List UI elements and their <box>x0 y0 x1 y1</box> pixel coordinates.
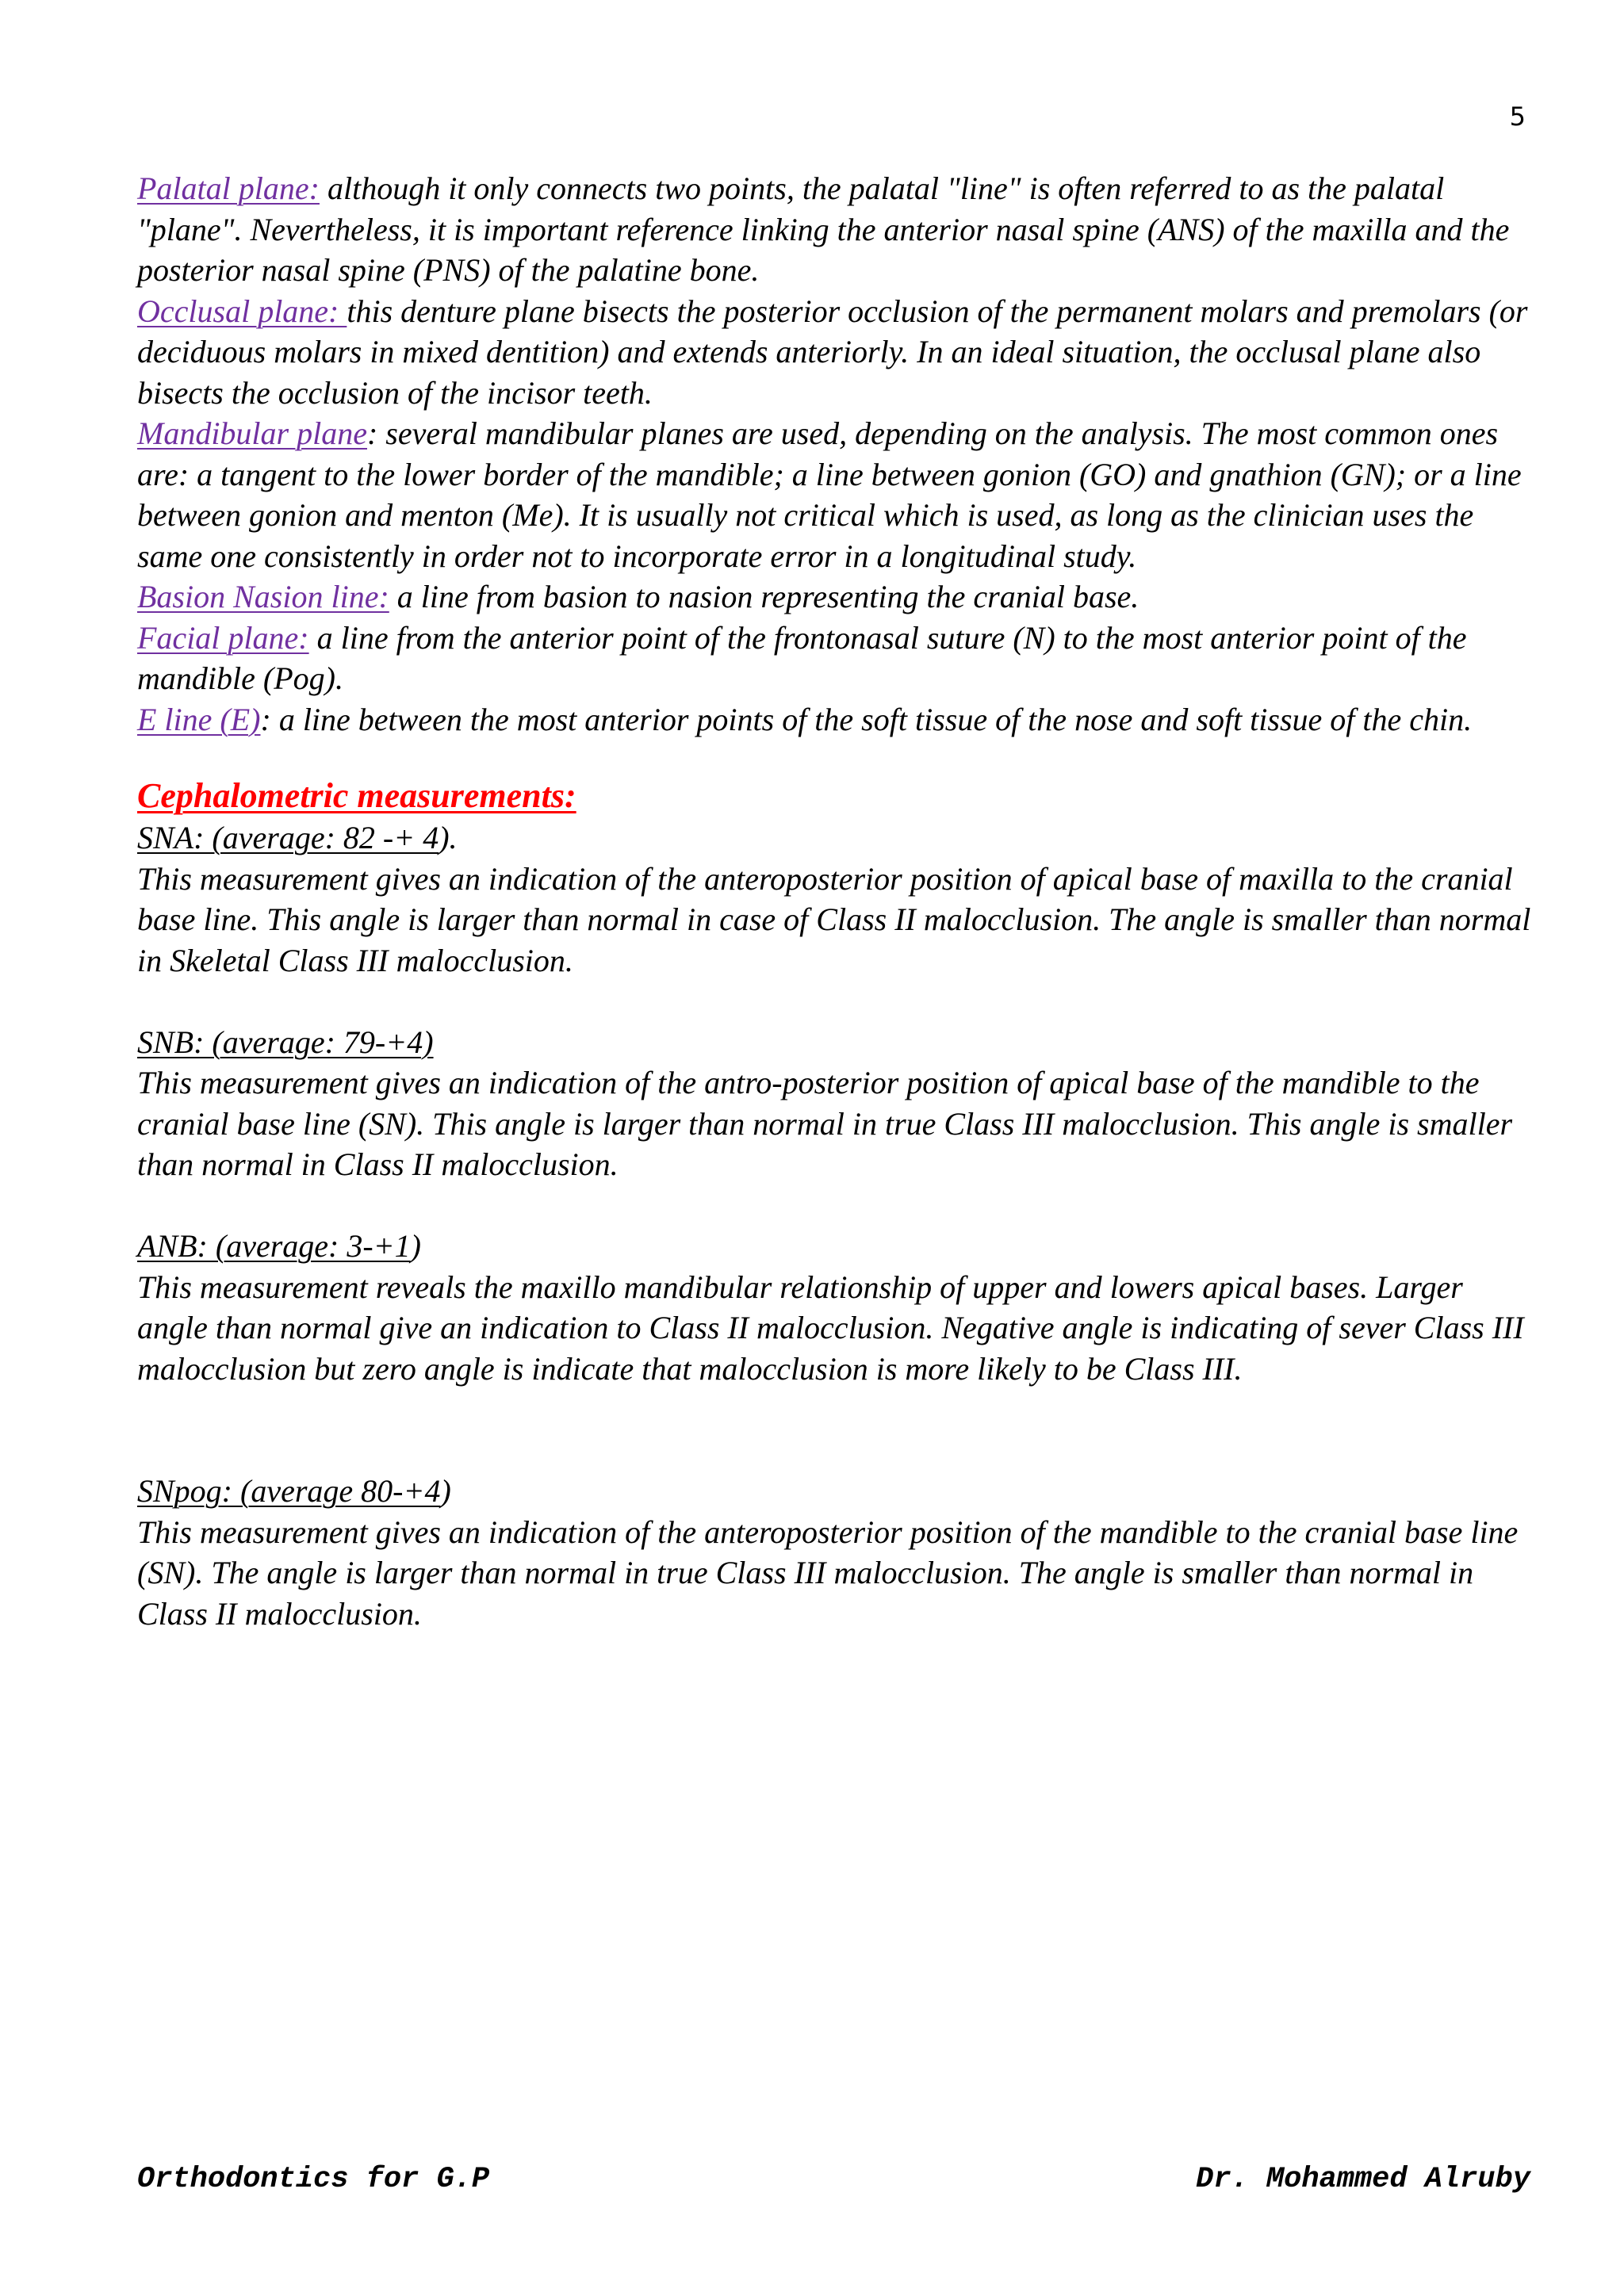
footer-book-title: Orthodontics for G.P <box>137 2163 490 2196</box>
definition-text: a line from basion to nasion representing the cranial base. <box>389 579 1139 614</box>
definition-term: Occlusal plane: <box>137 293 347 329</box>
measurement-title-snpog <box>137 1471 1533 1512</box>
spacer <box>137 1185 1533 1226</box>
definition-facial-plane <box>137 618 1533 699</box>
definition-term: Basion Nasion line: <box>137 579 389 614</box>
page-footer <box>137 2163 1530 2196</box>
definition-term: Facial plane: <box>137 619 309 656</box>
spacer <box>137 1389 1533 1471</box>
definition-mandibular-plane <box>137 413 1533 576</box>
definition-e-line <box>137 699 1533 740</box>
section-heading: Cephalometric measurements: <box>137 776 576 815</box>
definition-occlusal-plane <box>137 291 1533 414</box>
definition-text: a line from the anterior point of the frontonasal suture (N) to the most anterior point of the mandible (Pog). <box>137 619 1467 696</box>
measurement-description-snb: This measurement gives an indication of the antro-posterior position of apical base of the mandible to the cranial base line (SN). This angle is larger than normal in true Class III malocclusion. This angle is smaller than normal in Class II malocclusion. <box>137 1065 1513 1182</box>
measurement-title-suffix: ). <box>439 820 458 855</box>
definition-palatal-plane <box>137 168 1533 291</box>
spacer <box>137 981 1533 1022</box>
measurement-description-sna: This measurement gives an indication of the anteroposterior position of apical base of maxilla to the cranial base line. This angle is larger than normal in case of Class II malocclusion. The angle is smaller than normal in Skeletal Class III malocclusion. <box>137 860 1531 978</box>
footer-author: Dr. Mohammed Alruby <box>1196 2163 1530 2196</box>
definition-basion-nasion-line <box>137 576 1533 618</box>
measurement-description-anb: This measurement reveals the maxillo mandibular relationship of upper and lowers apical bases. Larger angle than normal give an indication to Class II malocclusion. Negative angle is indicating of sever Class III malocclusion but zero angle is indicate that malocclusion is more likely to be Class III. <box>137 1269 1524 1387</box>
page-number: 5 <box>1509 101 1526 132</box>
document-body <box>137 168 1533 1634</box>
measurement-title-suffix: ) <box>410 1228 421 1264</box>
definition-term: Palatal plane: <box>137 170 320 206</box>
measurement-title-text: SNB: (average: 79-+4) <box>137 1024 434 1060</box>
definition-text: : a line between the most anterior points of the soft tissue of the nose and soft tissue of the chin. <box>260 701 1473 737</box>
definition-text: although it only connects two points, the palatal "line" is often referred to as the palatal "plane". Nevertheless, it is important reference linking the anterior nasal spine (ANS) of the maxilla and the posterior nasal spine (PNS) of the palatine bone. <box>137 170 1510 288</box>
measurement-title-text: ANB: (average: 3-+1 <box>137 1228 411 1264</box>
definition-term: E line (E) <box>137 701 261 737</box>
measurement-title-text: SNA: (average: 82 -+ 4 <box>137 820 439 855</box>
definition-term: Mandibular plane <box>137 415 367 451</box>
measurement-description-snpog: This measurement gives an indication of the anteroposterior position of the mandible to the cranial base line (SN). The angle is larger than normal in true Class III malocclusion. The angle is smaller than normal in Class II malocclusion. <box>137 1513 1519 1632</box>
measurement-title-text: SNpog: (average 80-+4 <box>137 1473 441 1509</box>
measurement-title-anb <box>137 1226 1533 1267</box>
measurement-title-snb <box>137 1022 1533 1063</box>
measurement-title-sna <box>137 817 1533 859</box>
definition-text: this denture plane bisects the posterior occlusion of the permanent molars and premolars (or deciduous molars in mixed dentition) and extends anteriorly. In an ideal situation, the occlusal plane also bisects the occlusion of the incisor teeth. <box>137 293 1528 411</box>
definition-text: : several mandibular planes are used, depending on the analysis. The most common ones are: a tangent to the lower border of the mandible; a line between gonion (GO) and gnathion (GN); or a line between gonion and menton (Me). It is usually not critical which is used, as long as the clinician uses the same one consistently in order not to incorporate error in a longitudinal study. <box>137 415 1522 574</box>
measurement-title-suffix: ) <box>440 1473 451 1509</box>
